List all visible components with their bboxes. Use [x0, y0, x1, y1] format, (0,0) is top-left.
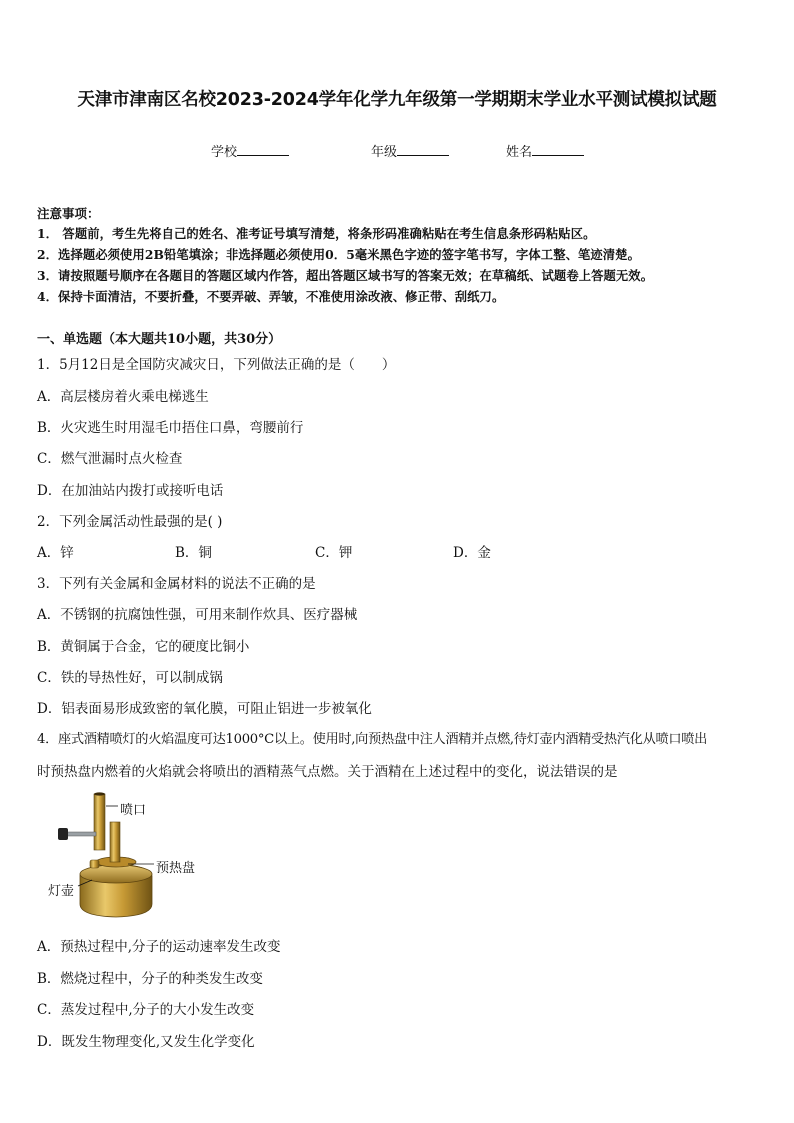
option-d: D．既发生物理变化,又发生化学变化: [37, 1034, 255, 1050]
lamp-pot-label: 灯壶: [48, 884, 75, 899]
note-item: 1． 答题前，考生先将自己的姓名、准考证号填写清楚，将条形码准确粘贴在考生信息条形码粘贴区。: [37, 226, 596, 241]
exam-title: 天津市津南区名校2023-2024学年化学九年级第一学期期末学业水平测试模拟试题: [77, 90, 717, 110]
name-label: 姓名: [506, 145, 533, 160]
question-stem: 3．下列有关金属和金属材料的说法不正确的是: [37, 576, 316, 592]
option-b: B．黄铜属于合金，它的硬度比铜小: [37, 639, 250, 655]
question-stem: 1．5月12日是全国防灾减灾日，下列做法正确的是（ ）: [37, 357, 396, 373]
option-d: D．在加油站内拨打或接听电话: [37, 483, 224, 499]
question-stem-continued: 时预热盘内燃着的火焰就会将喷出的酒精蒸气点燃。关于酒精在上述过程中的变化，说法错误的是: [37, 764, 618, 780]
notes-heading: 注意事项：: [37, 206, 100, 221]
grade-blank: [397, 143, 449, 156]
option-b: B．火灾逃生时用湿毛巾捂住口鼻，弯腰前行: [37, 420, 304, 436]
option-b: B．燃烧过程中，分子的种类发生改变: [37, 971, 263, 987]
question-stem: 4．座式酒精喷灯的火焰温度可达1000°C以上。使用时,向预热盘中注人酒精并点燃,待灯壶内酒精受热汽化从喷口喷出: [37, 732, 708, 747]
name-field: [506, 141, 584, 160]
preheat-pan-label: 预热盘: [156, 861, 196, 876]
option-a: A．高层楼房着火乘电梯逃生: [37, 389, 209, 405]
option-d: D．铝表面易形成致密的氧化膜，可阻止铝进一步被氧化: [37, 701, 372, 717]
note-item: 4．保持卡面清洁，不要折叠，不要弄破、弄皱，不准使用涂改液、修正带、刮纸刀。: [37, 289, 505, 304]
nozzle-label: 喷口: [120, 803, 147, 818]
question-stem: 2．下列金属活动性最强的是( ): [37, 514, 223, 530]
grade-field: [371, 141, 449, 160]
option-c: C．蒸发过程中,分子的大小发生改变: [37, 1002, 255, 1018]
section-title: 一、单选题（本大题共10小题，共30分）: [37, 332, 282, 347]
option-row: [37, 541, 491, 561]
option-b: B．铜: [175, 545, 212, 561]
option-c: C．钾: [315, 545, 353, 561]
school-label: 学校: [211, 145, 238, 160]
option-a: A．锌: [37, 545, 74, 561]
option-c: C．铁的导热性好，可以制成锅: [37, 670, 223, 686]
note-item: 3．请按照题号顺序在各题目的答题区域内作答，超出答题区域书写的答案无效；在草稿纸、试题卷上答题无效。: [37, 268, 654, 283]
alcohol-lamp-figure: [44, 788, 214, 923]
school-blank: [237, 143, 289, 156]
option-a: A．不锈钢的抗腐蚀性强，可用来制作炊具、医疗器械: [37, 607, 358, 623]
name-blank: [532, 143, 584, 156]
option-a: A．预热过程中,分子的运动速率发生改变: [37, 939, 281, 955]
option-c: C．燃气泄漏时点火检查: [37, 451, 183, 467]
option-d: D．金: [453, 545, 491, 561]
school-field: [211, 141, 289, 160]
grade-label: 年级: [371, 145, 398, 160]
note-item: 2．选择题必须使用2B铅笔填涂；非选择题必须使用0．5毫米黑色字迹的签字笔书写，字体工整、笔迹清楚。: [37, 247, 640, 262]
